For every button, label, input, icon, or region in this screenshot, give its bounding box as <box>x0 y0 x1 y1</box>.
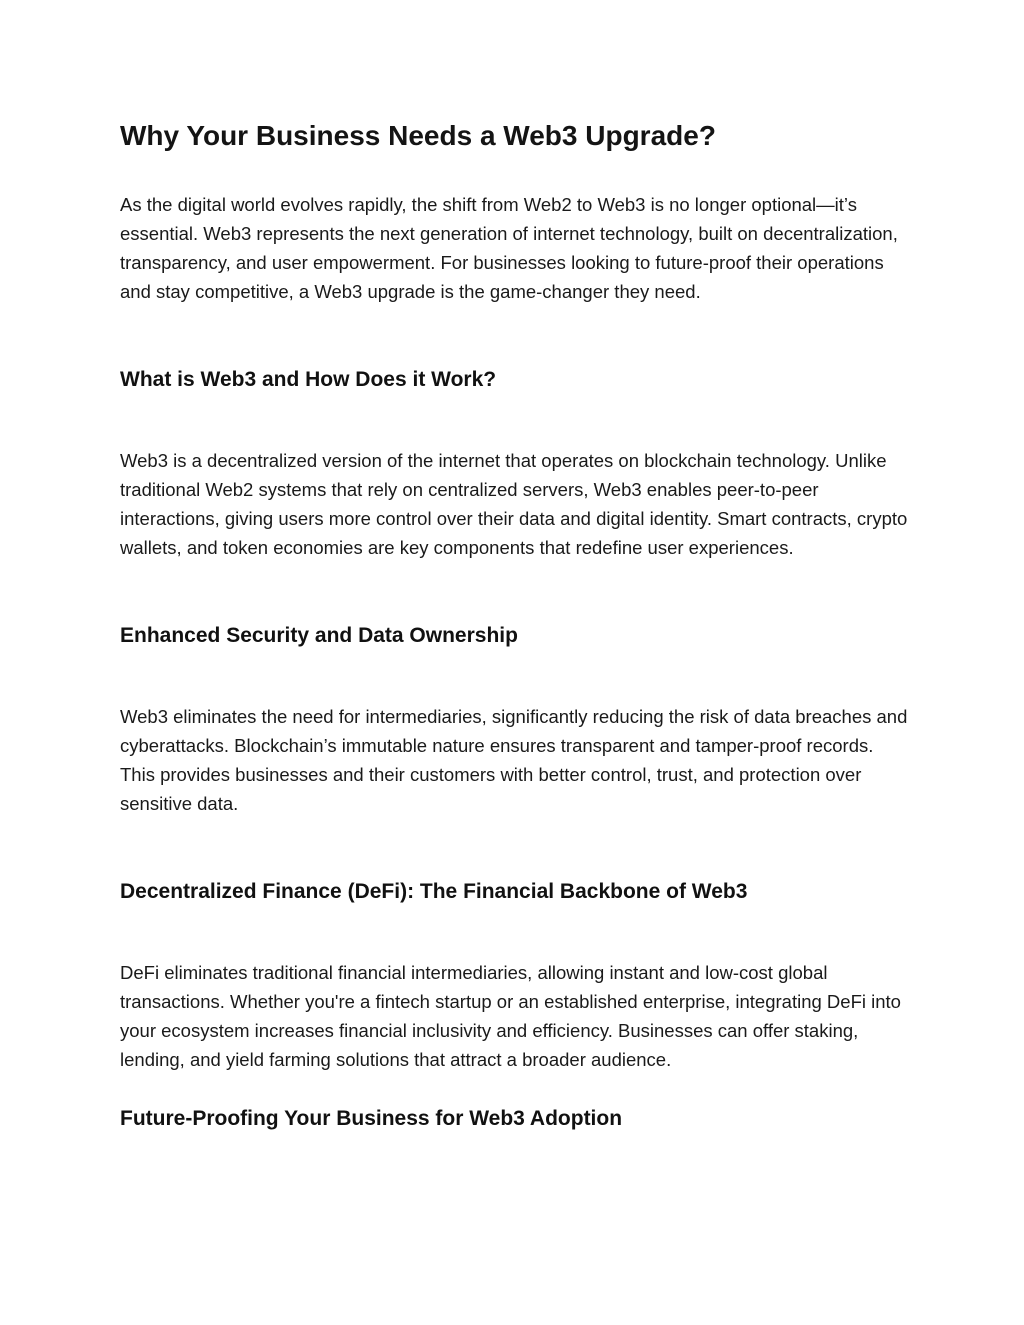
intro-paragraph: As the digital world evolves rapidly, the shift from Web2 to Web3 is no longer optional—it’s essential. Web3 represents the next generation of internet technology, built on decentralization, transparency, and user empowerment. For businesses looking to future-proof their operations and stay competitive, a Web3 upgrade is the game-changer they need. <box>120 194 898 302</box>
section-heading-defi: Decentralized Finance (DeFi): The Financial Backbone of Web3 <box>120 880 748 903</box>
section-heading-future-proofing: Future-Proofing Your Business for Web3 Adoption <box>120 1107 623 1130</box>
section-body-what-is-web3: Web3 is a decentralized version of the internet that operates on blockchain technology. Unlike traditional Web2 systems that rely on centralized servers, Web3 enables peer-to-peer interactions, giving users more control over their data and digital identity. Smart contracts, crypto wallets, and token economies are key components that redefine user experiences. <box>120 450 908 558</box>
section-heading-what-is-web3: What is Web3 and How Does it Work? <box>120 368 497 391</box>
section-heading-security: Enhanced Security and Data Ownership <box>120 624 518 647</box>
section-body-defi: DeFi eliminates traditional financial intermediaries, allowing instant and low-cost global transactions. Whether you're a fintech startup or an established enterprise, integrating DeFi into your ecosystem increases financial inclusivity and efficiency. Businesses can offer staking, lending, and yield farming solutions that attract a broader audience. <box>120 962 901 1070</box>
page-title: Why Your Business Needs a Web3 Upgrade? <box>120 120 716 151</box>
section-body-security: Web3 eliminates the need for intermediaries, significantly reducing the risk of data breaches and cyberattacks. Blockchain’s immutable nature ensures transparent and tamper-proof records. This provides businesses and their customers with better control, trust, and protection over sensitive data. <box>120 706 908 814</box>
